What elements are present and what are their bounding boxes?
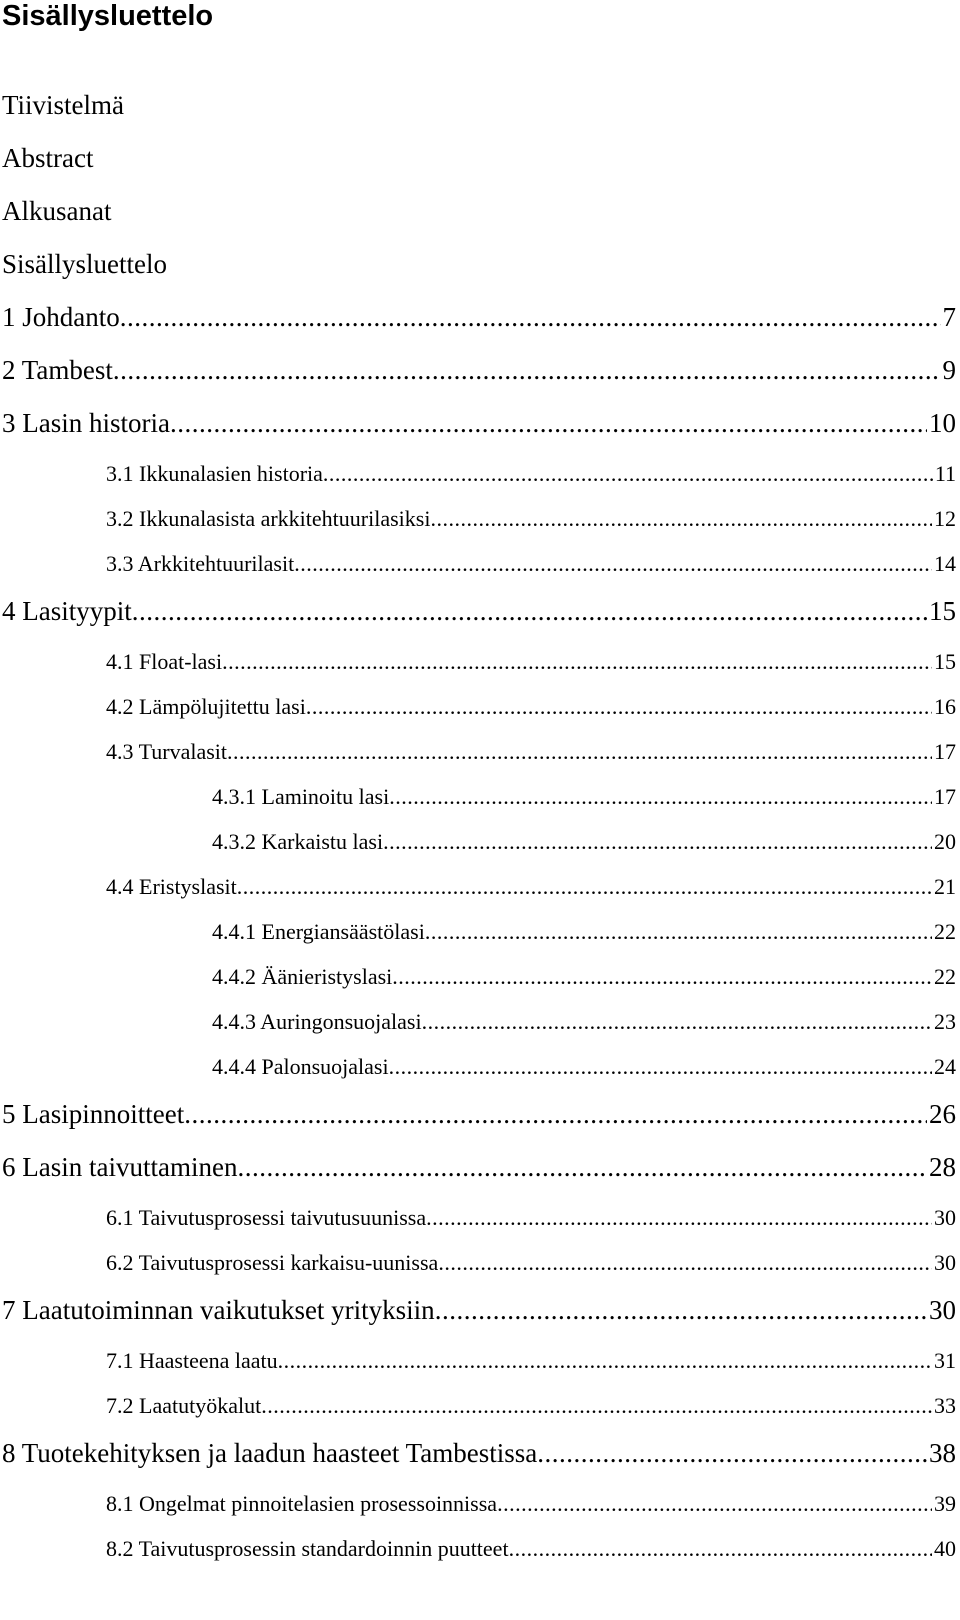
toc-entry: [106, 1391, 956, 1421]
toc-entry-page-number: 26: [929, 1099, 956, 1129]
dot-leader: [389, 1052, 932, 1082]
dot-leader: [306, 692, 932, 722]
toc-entry: [2, 1097, 956, 1131]
toc-entry-label: 3.2 Ikkunalasista arkkitehtuurilasiksi: [106, 506, 431, 531]
toc-entry-label: 4.3.1 Laminoitu lasi: [212, 784, 390, 809]
toc-entry-page-number: 28: [929, 1152, 956, 1182]
toc-entry-label: 6.2 Taivutusprosessi karkaisu-uunissa: [106, 1250, 439, 1275]
toc-entry-label: 1 Johdanto: [2, 302, 120, 332]
toc-entry-label: 8.2 Taivutusprosessin standardoinnin puutteet: [106, 1536, 509, 1561]
toc-entry-page-number: 15: [934, 649, 956, 674]
front-matter-item: Alkusanat: [2, 196, 112, 226]
toc-entry-label: 6.1 Taivutusprosessi taivutusuunissa: [106, 1205, 427, 1230]
dot-leader: [261, 1391, 932, 1421]
dot-leader: [392, 962, 932, 992]
toc-entry: [2, 594, 956, 628]
dot-leader: [497, 1489, 932, 1519]
toc-entry-label: 4.4.4 Palonsuojalasi: [212, 1054, 389, 1079]
dot-leader: [184, 1097, 927, 1131]
toc-entry: [2, 1436, 956, 1470]
toc-entry: [106, 872, 956, 902]
toc-entry: [212, 782, 956, 812]
dot-leader: [425, 917, 932, 947]
toc-entry-label: 4.3.2 Karkaistu lasi: [212, 829, 384, 854]
toc-entry-page-number: 33: [934, 1393, 956, 1418]
front-matter-item: Tiivistelmä: [2, 90, 125, 120]
dot-leader: [132, 594, 927, 628]
toc-entry-label: 3 Lasin historia: [2, 408, 170, 438]
toc-entry-label: 3.3 Arkkitehtuurilasit: [106, 551, 295, 576]
dot-leader: [170, 406, 927, 440]
toc-entry-page-number: 7: [942, 302, 956, 332]
dot-leader: [237, 872, 932, 902]
dot-leader: [438, 1248, 932, 1278]
toc-entry-label: 4.4.2 Äänieristyslasi: [212, 964, 393, 989]
dot-leader: [509, 1534, 932, 1564]
toc-entry: [2, 1293, 956, 1327]
toc-entry-label: 4.1 Float-lasi: [106, 649, 223, 674]
dot-leader: [430, 504, 932, 534]
toc-entry-page-number: 30: [934, 1250, 956, 1275]
dot-leader: [237, 1150, 927, 1184]
front-matter-item: Sisällysluettelo: [2, 249, 167, 279]
toc-entry-page-number: 16: [934, 694, 956, 719]
toc-entry-page-number: 9: [942, 355, 956, 385]
toc-entry-page-number: 30: [934, 1205, 956, 1230]
front-matter-item: Abstract: [2, 143, 94, 173]
dot-leader: [435, 1293, 927, 1327]
toc-entry-page-number: 10: [929, 408, 956, 438]
toc-entry: [212, 917, 956, 947]
toc-entry: [212, 1052, 956, 1082]
toc-entry-label: 3.1 Ikkunalasien historia: [106, 461, 323, 486]
dot-leader: [537, 1436, 927, 1470]
toc-entry-label: 4.4 Eristyslasit: [106, 874, 237, 899]
toc-entry-page-number: 24: [934, 1054, 956, 1079]
toc-entry-label: 6 Lasin taivuttaminen: [2, 1152, 238, 1182]
dot-leader: [222, 647, 932, 677]
toc-entry-page-number: 38: [929, 1438, 956, 1468]
toc-entry-label: 4.4.3 Auringonsuojalasi: [212, 1009, 422, 1034]
toc-entry-page-number: 23: [934, 1009, 956, 1034]
dot-leader: [422, 1007, 932, 1037]
toc-entry: [106, 737, 956, 767]
toc-entry: [212, 1007, 956, 1037]
toc-entry: [106, 1489, 956, 1519]
toc-entry-page-number: 30: [929, 1295, 956, 1325]
toc-entry: [212, 827, 956, 857]
toc-entry-label: 4 Lasityypit: [2, 596, 132, 626]
toc-entry-label: 7.1 Haasteena laatu: [106, 1348, 278, 1373]
toc-entry-label: 7 Laatutoiminnan vaikutukset yrityksiin: [2, 1295, 435, 1325]
toc-entry-label: 7.2 Laatutyökalut: [106, 1393, 262, 1418]
toc-entry-page-number: 40: [934, 1536, 956, 1561]
dot-leader: [278, 1346, 932, 1376]
toc-entry: [106, 504, 956, 534]
page-title: Sisällysluettelo: [2, 0, 214, 32]
toc-entry: [212, 962, 956, 992]
toc-entry: [106, 692, 956, 722]
dot-leader: [113, 353, 941, 387]
dot-leader: [227, 737, 932, 767]
toc-entry-page-number: 11: [934, 461, 956, 486]
dot-leader: [294, 549, 932, 579]
toc-entry: [106, 459, 956, 489]
toc-entry: [2, 406, 956, 440]
toc-entry-label: 8.1 Ongelmat pinnoitelasien prosessoinnissa: [106, 1491, 498, 1516]
toc-entry: [106, 549, 956, 579]
toc-entry-page-number: 21: [934, 874, 956, 899]
toc-entry: [2, 353, 956, 387]
toc-entry: [106, 1534, 956, 1564]
toc-entry-page-number: 12: [934, 506, 956, 531]
toc-entry: [2, 1150, 956, 1184]
toc-entry-page-number: 39: [934, 1491, 956, 1516]
toc-entry: [2, 300, 956, 334]
dot-leader: [120, 300, 941, 334]
toc-entry-page-number: 22: [934, 919, 956, 944]
toc-entry-label: 5 Lasipinnoitteet: [2, 1099, 185, 1129]
toc-entry-page-number: 22: [934, 964, 956, 989]
toc-entry: [106, 1203, 956, 1233]
dot-leader: [426, 1203, 932, 1233]
toc-entry: [106, 647, 956, 677]
toc-entry-label: 2 Tambest: [2, 355, 113, 385]
toc-entry-page-number: 15: [929, 596, 956, 626]
toc-entry-page-number: 17: [934, 784, 956, 809]
dot-leader: [383, 827, 932, 857]
toc-entry: [106, 1346, 956, 1376]
toc-entry-page-number: 17: [934, 739, 956, 764]
toc-entry-label: 4.3 Turvalasit: [106, 739, 228, 764]
toc-entry: [106, 1248, 956, 1278]
toc-entry-page-number: 14: [934, 551, 956, 576]
dot-leader: [323, 459, 933, 489]
toc-entry-label: 4.4.1 Energiansäästölasi: [212, 919, 425, 944]
dot-leader: [389, 782, 932, 812]
toc-entry-page-number: 20: [934, 829, 956, 854]
toc-entry-label: 4.2 Lämpölujitettu lasi: [106, 694, 306, 719]
toc-entry-label: 8 Tuotekehityksen ja laadun haasteet Tambestissa: [2, 1438, 538, 1468]
toc-entry-page-number: 31: [934, 1348, 956, 1373]
